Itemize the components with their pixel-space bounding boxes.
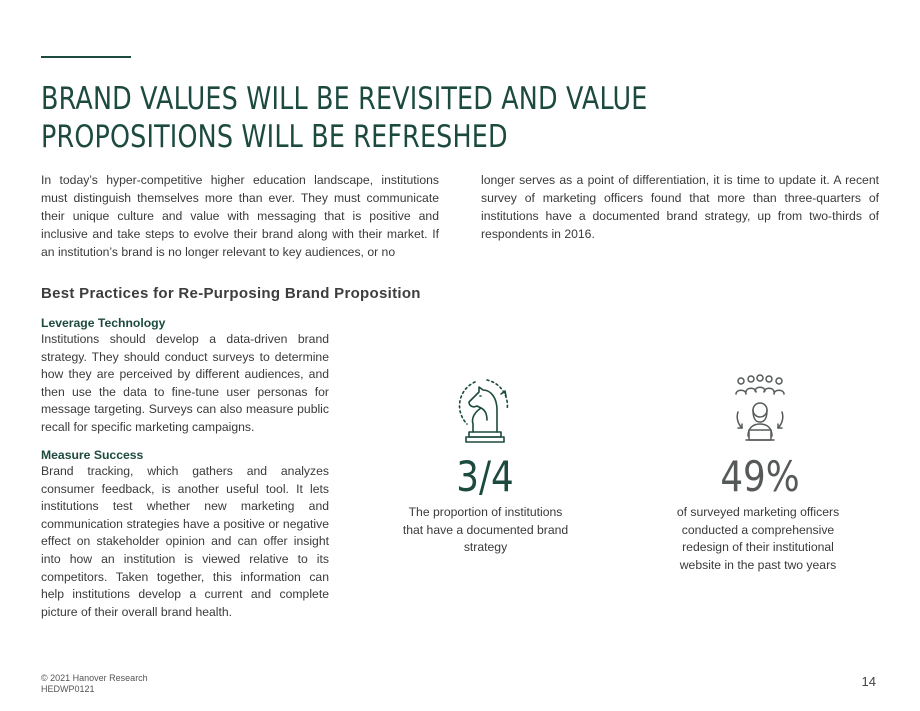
footer-document-code: HEDWP0121 — [41, 684, 95, 694]
stat-caption-website-redesign: of surveyed marketing officers conducted a comprehensive redesign of their institutional website in the past two years — [676, 505, 840, 572]
intro-paragraph-right: longer serves as a point of differentiation, it is time to update it. A recent survey of marketing officers found that more than three-quarters of institutions have a documented brand strategy, up from two-thirds of respondents in 2016. — [481, 173, 879, 241]
chess-knight-icon — [457, 374, 513, 446]
measure-success-heading: Measure Success — [41, 448, 144, 462]
leverage-technology-text: Institutions should develop a data-driven brand strategy. They should conduct surveys to determine how they are perceived by different audiences, and then use the data to fine-tune user personas for message targeting. Surveys can also measure public recall for specific marketing campaigns. — [41, 332, 329, 434]
leverage-technology-heading: Leverage Technology — [41, 316, 166, 330]
footer-copyright: © 2021 Hanover Research — [41, 673, 148, 683]
page-number: 14 — [861, 674, 876, 689]
intro-paragraph-left: In today’s hyper-competitive higher education landscape, institutions must distinguish themselves more than ever. They must communicate their unique culture and value with messaging that is positive and inclusive and take steps to evolve their brand along with their market. If an institution’s brand is no longer relevant to key audiences, or no — [41, 173, 439, 259]
best-practices-heading: Best Practices for Re-Purposing Brand Proposition — [41, 285, 421, 302]
stat-value-three-quarters: 3/4 — [456, 452, 514, 501]
page-title: BRAND VALUES WILL BE REVISITED AND VALUE PROPOSITIONS WILL BE REFRESHED — [41, 81, 648, 155]
title-accent-rule — [41, 56, 131, 58]
audience-person-laptop-icon — [728, 374, 792, 446]
measure-success-text: Brand tracking, which gathers and analyzes consumer feedback, is another useful tool. It lets institutions test whether new marketing and communication strategies have a positive or negative effect on stakeholder opinion and can offer insight into how an institution is viewed relative to its competitors. Taken together, this information can help institutions develop a current and complete picture of their overall brand health. — [41, 464, 329, 619]
stat-value-forty-nine-percent: 49% — [720, 452, 800, 501]
footer — [41, 673, 241, 695]
stat-caption-brand-strategy: The proportion of institutions that have a documented brand strategy — [402, 505, 569, 555]
